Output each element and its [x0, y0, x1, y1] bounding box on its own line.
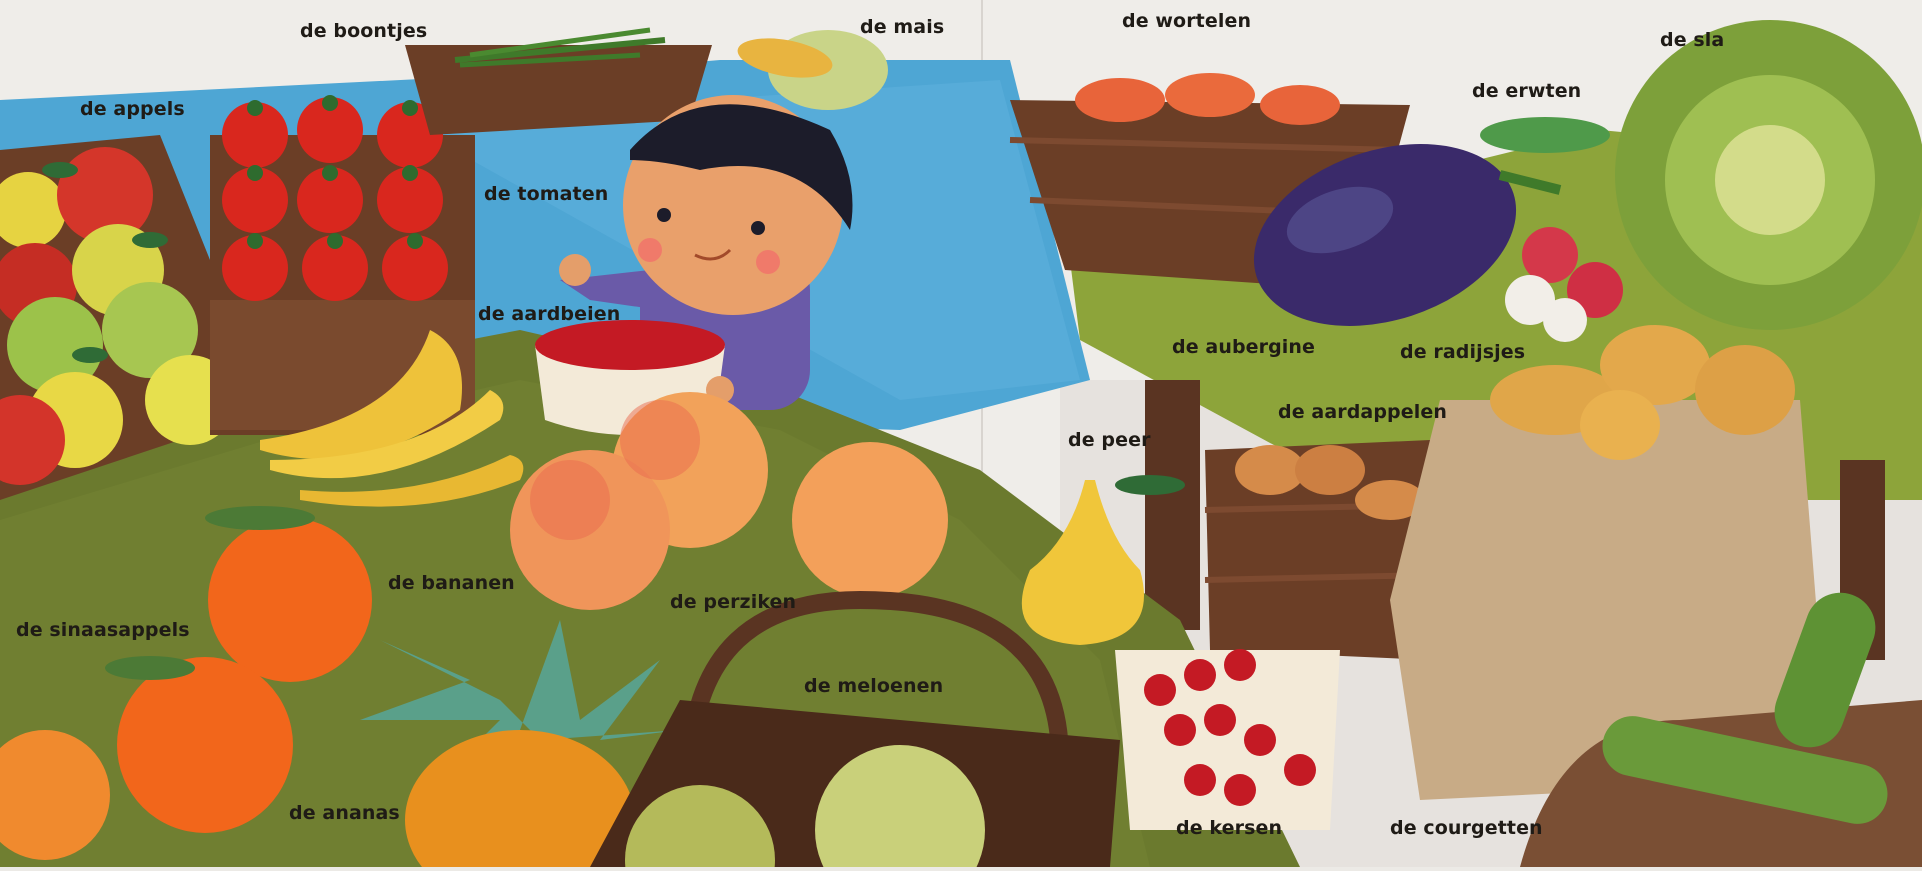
peas	[1480, 117, 1610, 153]
label-aardbeien: de aardbeien	[478, 303, 621, 325]
lettuce	[1615, 20, 1922, 330]
label-sla: de sla	[1660, 29, 1725, 51]
label-courgetten: de courgetten	[1390, 817, 1543, 839]
label-perziken: de perziken	[670, 591, 797, 613]
label-aubergine: de aubergine	[1172, 336, 1316, 358]
cherries-bowl	[1115, 649, 1340, 830]
label-meloenen: de meloenen	[804, 675, 944, 697]
label-bananen: de bananen	[388, 572, 515, 594]
label-tomaten: de tomaten	[484, 183, 609, 205]
label-kersen: de kersen	[1176, 817, 1283, 839]
label-radijsjes: de radijsjes	[1400, 341, 1526, 363]
label-aardappelen: de aardappelen	[1278, 401, 1447, 423]
label-mais: de mais	[860, 16, 945, 38]
label-appels: de appels	[80, 98, 185, 120]
label-boontjes: de boontjes	[300, 20, 428, 42]
label-wortelen: de wortelen	[1122, 10, 1252, 32]
label-sinaasappels: de sinaasappels	[16, 619, 190, 641]
label-peer: de peer	[1068, 429, 1151, 451]
label-ananas: de ananas	[289, 802, 400, 824]
label-erwten: de erwten	[1472, 80, 1582, 102]
